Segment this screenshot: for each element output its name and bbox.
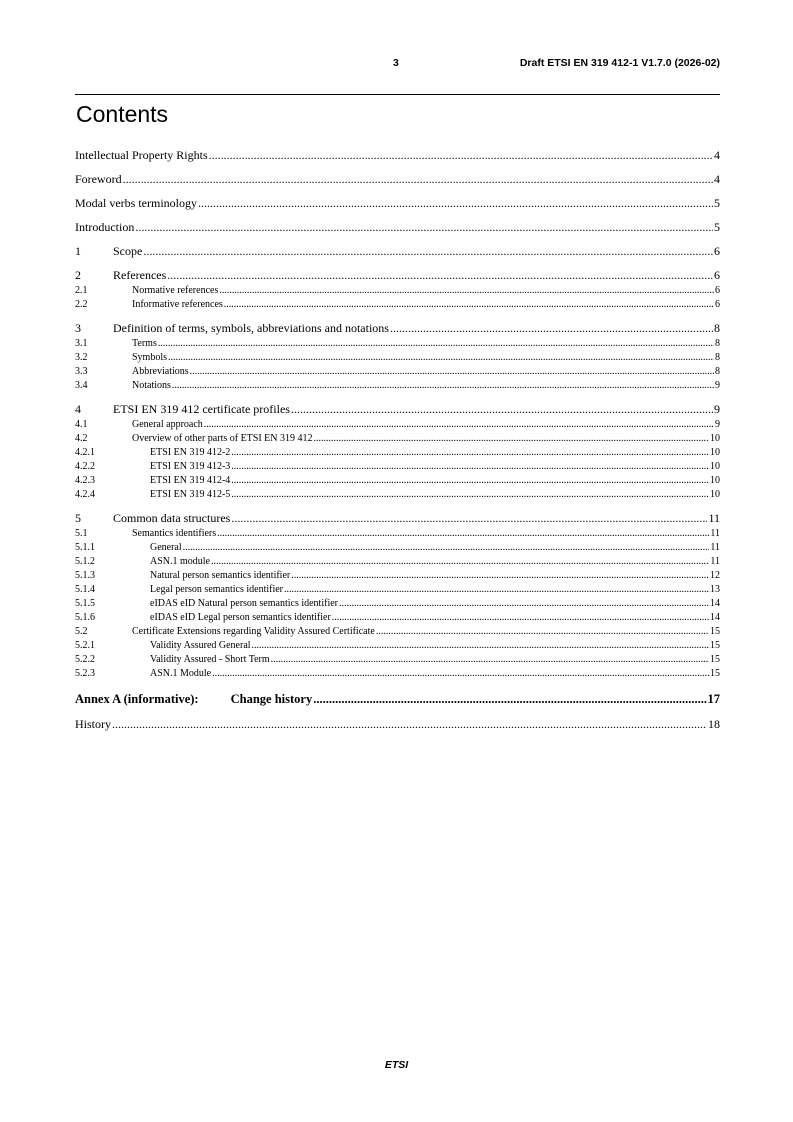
toc-entry[interactable] (75, 510, 720, 526)
toc-entry-label: Common data structures (113, 511, 231, 525)
toc-leader-dots (231, 474, 709, 488)
toc-leader-dots (231, 446, 709, 460)
toc-leader-dots (219, 284, 714, 298)
toc-entry-page: 15 (710, 640, 720, 651)
toc-entry[interactable] (75, 365, 720, 379)
toc-entry-number: 3.1 (75, 338, 88, 349)
toc-entry-label: ETSI EN 319 412-4 (150, 475, 231, 486)
toc-leader-dots (167, 267, 713, 283)
toc-leader-dots (172, 379, 714, 393)
toc-entry-page: 8 (714, 321, 720, 335)
toc-entry[interactable] (75, 541, 720, 555)
toc-entry-page: 15 (710, 654, 720, 665)
toc-entry-label: Scope (113, 244, 143, 258)
annex-label: Change history (230, 692, 313, 706)
toc-entry-page: 6 (714, 244, 720, 258)
toc-entry-number: 5.1.3 (75, 570, 95, 581)
toc-entry-page: 4 (714, 148, 720, 162)
toc-entry[interactable] (75, 171, 720, 187)
toc-entry-number: 1 (75, 244, 81, 258)
toc-leader-dots (291, 401, 713, 417)
toc-entry-label: Terms (132, 338, 157, 349)
toc-entry[interactable] (75, 219, 720, 235)
toc-entry-label: ETSI EN 319 412-5 (150, 489, 231, 500)
toc-entry[interactable] (75, 320, 720, 336)
toc-entry[interactable] (75, 555, 720, 569)
toc-entry[interactable] (75, 474, 720, 488)
toc-entry-number: 4.2.4 (75, 489, 95, 500)
toc-entry-history[interactable] (75, 716, 720, 732)
page-header (75, 57, 720, 73)
toc-entry[interactable] (75, 147, 720, 163)
toc-entry-number: 3 (75, 321, 81, 335)
toc-entry-label: eIDAS eID Legal person semantics identifier (150, 612, 331, 623)
toc-entry[interactable] (75, 418, 720, 432)
table-of-contents (75, 147, 720, 732)
toc-entry-label: Overview of other parts of ETSI EN 319 412 (132, 433, 313, 444)
toc-entry-label: General approach (132, 419, 203, 430)
toc-leader-dots (112, 716, 707, 732)
toc-entry[interactable] (75, 284, 720, 298)
toc-entry-page: 9 (715, 419, 720, 430)
toc-entry[interactable] (75, 298, 720, 312)
header-rule (75, 94, 720, 95)
toc-leader-dots (168, 351, 714, 365)
annex-prefix: Annex A (informative): (75, 692, 199, 706)
toc-entry-number: 5.2.2 (75, 654, 95, 665)
toc-entry[interactable] (75, 597, 720, 611)
toc-leader-dots (231, 460, 709, 474)
page-title: Contents (76, 101, 169, 127)
toc-entry-label: Legal person semantics identifier (150, 584, 284, 595)
toc-entry-annex[interactable] (75, 690, 720, 708)
toc-entry-page: 5 (714, 220, 720, 234)
toc-entry[interactable] (75, 460, 720, 474)
toc-leader-dots (204, 418, 714, 432)
toc-leader-dots (271, 653, 709, 667)
toc-leader-dots (252, 639, 709, 653)
page-number: 3 (393, 57, 399, 69)
toc-entry[interactable] (75, 195, 720, 211)
toc-entry-number: 5.1.2 (75, 556, 95, 567)
toc-entry-page: 14 (710, 612, 720, 623)
toc-entry-label: ETSI EN 319 412-2 (150, 447, 231, 458)
toc-entry-label: Validity Assured General (150, 640, 251, 651)
toc-entry-label: eIDAS eID Natural person semantics identifier (150, 598, 338, 609)
toc-entry-page: 11 (708, 511, 720, 525)
toc-entry[interactable] (75, 527, 720, 541)
toc-leader-dots (217, 527, 709, 541)
toc-entry-number: 2.1 (75, 285, 88, 296)
document-title: Draft ETSI EN 319 412-1 V1.7.0 (2026-02) (519, 57, 720, 69)
toc-entry[interactable] (75, 351, 720, 365)
toc-entry-page: 11 (710, 528, 720, 539)
toc-entry-number: 4.2.1 (75, 447, 95, 458)
toc-entry-label: Modal verbs terminology (75, 196, 197, 210)
toc-entry-number: 4.1 (75, 419, 88, 430)
toc-leader-dots (198, 195, 713, 211)
toc-leader-dots (291, 569, 709, 583)
toc-entry[interactable] (75, 611, 720, 625)
toc-entry[interactable] (75, 569, 720, 583)
toc-entry-label: Normative references (132, 285, 219, 296)
toc-entry-number: 4.2 (75, 433, 88, 444)
toc-entry-label: ASN.1 Module (150, 668, 212, 679)
toc-entry-page: 6 (715, 285, 720, 296)
annex-page: 17 (707, 692, 720, 706)
toc-leader-dots (211, 555, 709, 569)
toc-entry-number: 5.2.3 (75, 668, 95, 679)
toc-entry-page: 8 (715, 338, 720, 349)
toc-leader-dots (314, 432, 709, 446)
toc-entry-page: 15 (710, 668, 720, 679)
toc-entry-number: 5.1.4 (75, 584, 95, 595)
toc-entry-number: 5.2 (75, 626, 88, 637)
toc-leader-dots (284, 583, 709, 597)
toc-entry-page: 8 (715, 366, 720, 377)
toc-entry[interactable] (75, 401, 720, 417)
toc-entry[interactable] (75, 639, 720, 653)
toc-entry-page: 14 (710, 598, 720, 609)
toc-entry-number: 4.2.3 (75, 475, 95, 486)
toc-entry-number: 2 (75, 268, 81, 282)
toc-entry-label: Validity Assured - Short Term (150, 654, 270, 665)
toc-leader-dots (231, 488, 709, 502)
toc-leader-dots (209, 147, 713, 163)
toc-entry-number: 4 (75, 402, 81, 416)
toc-entry-label: Intellectual Property Rights (75, 148, 208, 162)
toc-entry[interactable] (75, 625, 720, 639)
toc-entry-page: 8 (715, 352, 720, 363)
toc-entry[interactable] (75, 243, 720, 259)
toc-entry[interactable] (75, 583, 720, 597)
toc-entry-number: 5.1.1 (75, 542, 95, 553)
toc-entry-label: Abbreviations (132, 366, 189, 377)
toc-entry-page: 9 (715, 380, 720, 391)
toc-entry-label: ETSI EN 319 412 certificate profiles (113, 402, 290, 416)
toc-entry-number: 3.3 (75, 366, 88, 377)
toc-entry-page: 10 (710, 489, 720, 500)
toc-entry[interactable] (75, 488, 720, 502)
toc-entry-number: 4.2.2 (75, 461, 95, 472)
toc-entry-page: 9 (714, 402, 720, 416)
toc-leader-dots (135, 219, 713, 235)
toc-entry-number: 5.1.6 (75, 612, 95, 623)
toc-entry-page: 12 (710, 570, 720, 581)
toc-entry-label: ASN.1 module (150, 556, 210, 567)
toc-leader-dots (231, 510, 707, 526)
toc-entry-page: 15 (710, 626, 720, 637)
toc-entry-page: 10 (710, 461, 720, 472)
toc-entry[interactable] (75, 337, 720, 351)
toc-entry-label: Notations (132, 380, 171, 391)
toc-leader-dots (183, 541, 710, 555)
toc-entry[interactable] (75, 432, 720, 446)
toc-entry[interactable] (75, 653, 720, 667)
toc-entry[interactable] (75, 379, 720, 393)
toc-leader-dots (339, 597, 709, 611)
toc-entry[interactable] (75, 667, 720, 681)
toc-leader-dots (224, 298, 714, 312)
toc-entry-page: 10 (710, 475, 720, 486)
toc-entry-number: 3.4 (75, 380, 88, 391)
toc-leader-dots (313, 690, 706, 708)
toc-entry-number: 5 (75, 511, 81, 525)
toc-leader-dots (158, 337, 714, 351)
toc-entry-label: Certificate Extensions regarding Validity Assured Certificate (132, 626, 375, 637)
toc-entry-number: 5.1.5 (75, 598, 95, 609)
toc-entry-label: General (150, 542, 182, 553)
toc-entry-page: 5 (714, 196, 720, 210)
toc-entry-label: Semantics identifiers (132, 528, 217, 539)
toc-entry-page: 6 (715, 299, 720, 310)
toc-entry-page: 10 (710, 447, 720, 458)
toc-entry-number: 5.2.1 (75, 640, 95, 651)
history-page: 18 (708, 717, 720, 731)
toc-entry-label: ETSI EN 319 412-3 (150, 461, 231, 472)
toc-entry-label: Informative references (132, 299, 223, 310)
toc-entry-page: 4 (714, 172, 720, 186)
toc-entry-page: 11 (710, 556, 720, 567)
history-label: History (75, 717, 111, 731)
toc-entry-number: 5.1 (75, 528, 88, 539)
toc-leader-dots (143, 243, 713, 259)
toc-leader-dots (123, 171, 713, 187)
toc-entry[interactable] (75, 267, 720, 283)
toc-leader-dots (376, 625, 709, 639)
toc-entry-label: References (113, 268, 167, 282)
toc-entry-page: 10 (710, 433, 720, 444)
toc-leader-dots (332, 611, 709, 625)
toc-entry-number: 3.2 (75, 352, 88, 363)
toc-entry-label: Natural person semantics identifier (150, 570, 291, 581)
toc-entry[interactable] (75, 446, 720, 460)
toc-leader-dots (190, 365, 714, 379)
page-footer: ETSI (384, 1059, 409, 1071)
toc-entry-label: Symbols (132, 352, 168, 363)
toc-leader-dots (212, 667, 709, 681)
toc-entry-label: Definition of terms, symbols, abbreviations and notations (113, 321, 389, 335)
toc-entry-page: 11 (710, 542, 720, 553)
toc-entry-number: 2.2 (75, 299, 88, 310)
toc-entry-label: Introduction (75, 220, 135, 234)
toc-entry-page: 6 (714, 268, 720, 282)
toc-leader-dots (390, 320, 713, 336)
toc-entry-page: 13 (710, 584, 720, 595)
toc-entry-label: Foreword (75, 172, 122, 186)
